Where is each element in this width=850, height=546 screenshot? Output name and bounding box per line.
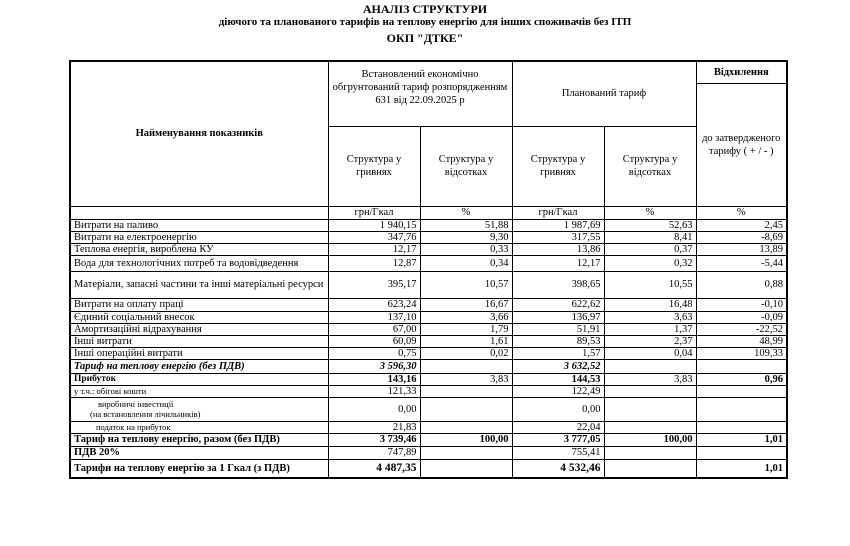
value-cell: 3 739,46 [328, 433, 420, 446]
row-label: Тариф на теплову енергію, разом (без ПДВ) [70, 433, 328, 446]
value-cell: 1,57 [512, 347, 604, 359]
value-cell: 0,32 [604, 255, 696, 271]
empty-cell [696, 359, 787, 373]
empty-cell [696, 385, 787, 397]
unit-pct: % [420, 206, 512, 219]
row-label-line: (на встановлення лічильників) [90, 409, 201, 419]
row-label: Витрати на оплату праці [70, 298, 328, 311]
empty-cell [696, 397, 787, 421]
value-cell: 67,00 [328, 323, 420, 335]
value-cell: 51,91 [512, 323, 604, 335]
row-label: Амортизаційні відрахування [70, 323, 328, 335]
value-cell: 0,88 [696, 271, 787, 298]
value-cell: 144,53 [512, 373, 604, 385]
value-cell: 1,01 [696, 459, 787, 478]
value-cell: 1,79 [420, 323, 512, 335]
value-cell: 10,57 [420, 271, 512, 298]
empty-cell [604, 459, 696, 478]
empty-cell [420, 421, 512, 433]
value-cell: -8,69 [696, 231, 787, 243]
value-cell: 12,17 [512, 255, 604, 271]
table-row [70, 335, 787, 347]
value-cell: 52,63 [604, 219, 696, 231]
unit-uah: грн/Гкал [328, 206, 420, 219]
header-indicator-name: Найменування показників [70, 61, 328, 206]
value-cell: 137,10 [328, 311, 420, 323]
value-cell: 16,67 [420, 298, 512, 311]
value-cell: 395,17 [328, 271, 420, 298]
document-title: АНАЛІЗ СТРУКТУРИ [362, 2, 488, 16]
value-cell: 100,00 [420, 433, 512, 446]
row-label: Теплова енергія, вироблена КУ [70, 243, 328, 255]
company-name: ОКП "ДТКЕ" [386, 31, 464, 45]
value-cell: 21,83 [328, 421, 420, 433]
header-established-tariff: Встановлений економічно обгрунтований тариф розпорядженням 631 від 22.09.2025 р [328, 61, 512, 126]
value-cell: 143,16 [328, 373, 420, 385]
table-row-tariff-total [70, 433, 787, 446]
value-cell: 1 987,69 [512, 219, 604, 231]
value-cell: 89,53 [512, 335, 604, 347]
value-cell: -0,09 [696, 311, 787, 323]
value-cell: 10,55 [604, 271, 696, 298]
row-label: Витрати на електроенергію [70, 231, 328, 243]
value-cell: 0,96 [696, 373, 787, 385]
table-row-profit [70, 373, 787, 385]
table-row [70, 311, 787, 323]
value-cell: 1 940,15 [328, 219, 420, 231]
table-row [70, 397, 787, 421]
header-planned-pct: Структура у відсотках [604, 126, 696, 206]
table-row [70, 347, 787, 359]
value-cell: 0,34 [420, 255, 512, 271]
empty-cell [420, 385, 512, 397]
row-label: ПДВ 20% [70, 446, 328, 459]
value-cell: 622,62 [512, 298, 604, 311]
document-subtitle: діючого та планованого тарифів на теплову енергію для інших споживачів без ІТП [218, 16, 632, 28]
value-cell: 1,61 [420, 335, 512, 347]
value-cell: 13,89 [696, 243, 787, 255]
empty-cell [420, 446, 512, 459]
row-label [70, 397, 328, 421]
value-cell: 122,49 [512, 385, 604, 397]
row-label: Витрати на паливо [70, 219, 328, 231]
row-label-line: виробничі інвестиції [98, 399, 174, 409]
empty-cell [696, 446, 787, 459]
table-row [70, 243, 787, 255]
row-label: Інші операційні витрати [70, 347, 328, 359]
value-cell: 3 596,30 [328, 359, 420, 373]
value-cell: 0,37 [604, 243, 696, 255]
value-cell: 3,83 [604, 373, 696, 385]
value-cell: 747,89 [328, 446, 420, 459]
row-label: Прибуток [70, 373, 328, 385]
value-cell: 100,00 [604, 433, 696, 446]
empty-cell [604, 397, 696, 421]
unit-pct: % [604, 206, 696, 219]
value-cell: -22,52 [696, 323, 787, 335]
table-row [70, 271, 787, 298]
value-cell: 109,33 [696, 347, 787, 359]
tariff-structure-table [69, 60, 788, 479]
row-label: Інші витрати [70, 335, 328, 347]
empty-cell [604, 385, 696, 397]
value-cell: 3,63 [604, 311, 696, 323]
table-row [70, 298, 787, 311]
row-label: Єдиний соціальний внесок [70, 311, 328, 323]
empty-cell [604, 446, 696, 459]
row-label: у т.ч.: обігові кошти [70, 385, 328, 397]
header-deviation: Відхилення [696, 61, 787, 83]
value-cell: 121,33 [328, 385, 420, 397]
value-cell: 0,00 [328, 397, 420, 421]
value-cell: 4 487,35 [328, 459, 420, 478]
empty-cell [420, 459, 512, 478]
value-cell: 60,09 [328, 335, 420, 347]
unit-row-empty [70, 206, 328, 219]
header-established-uah: Структура у гривнях [328, 126, 420, 206]
value-cell: 13,86 [512, 243, 604, 255]
value-cell: 16,48 [604, 298, 696, 311]
header-planned-tariff: Планований тариф [512, 61, 696, 126]
value-cell: 317,55 [512, 231, 604, 243]
row-label: Тарифи на теплову енергію за 1 Гкал (з ПДВ) [70, 459, 328, 478]
value-cell: 1,37 [604, 323, 696, 335]
empty-cell [604, 421, 696, 433]
value-cell: 2,37 [604, 335, 696, 347]
empty-cell [604, 359, 696, 373]
row-label: податок на прибуток [70, 421, 328, 433]
value-cell: 3,83 [420, 373, 512, 385]
value-cell: 3,66 [420, 311, 512, 323]
value-cell: 0,02 [420, 347, 512, 359]
value-cell: 22,04 [512, 421, 604, 433]
table-row [70, 421, 787, 433]
value-cell: 48,99 [696, 335, 787, 347]
table-row [70, 323, 787, 335]
empty-cell [420, 359, 512, 373]
table-row [70, 385, 787, 397]
value-cell: 136,97 [512, 311, 604, 323]
value-cell: 9,30 [420, 231, 512, 243]
value-cell: 51,88 [420, 219, 512, 231]
table-row-vat [70, 446, 787, 459]
unit-uah: грн/Гкал [512, 206, 604, 219]
value-cell: 1,01 [696, 433, 787, 446]
value-cell: -0,10 [696, 298, 787, 311]
empty-cell [696, 421, 787, 433]
value-cell: 755,41 [512, 446, 604, 459]
value-cell: 0,75 [328, 347, 420, 359]
table-row-tariff-with-vat [70, 459, 787, 478]
table-row [70, 255, 787, 271]
table-row [70, 231, 787, 243]
value-cell: 3 632,52 [512, 359, 604, 373]
value-cell: 2,45 [696, 219, 787, 231]
value-cell: 347,76 [328, 231, 420, 243]
unit-pct: % [696, 206, 787, 219]
value-cell: 4 532,46 [512, 459, 604, 478]
header-established-pct: Структура у відсотках [420, 126, 512, 206]
value-cell: 0,33 [420, 243, 512, 255]
empty-cell [420, 397, 512, 421]
value-cell: 398,65 [512, 271, 604, 298]
value-cell: 623,24 [328, 298, 420, 311]
header-planned-uah: Структура у гривнях [512, 126, 604, 206]
header-deviation-sub: до затвердженого тарифу ( + / - ) [696, 83, 787, 206]
value-cell: 0,00 [512, 397, 604, 421]
value-cell: 0,04 [604, 347, 696, 359]
value-cell: 12,87 [328, 255, 420, 271]
row-label: Вода для технологічних потреб та водовідведення [70, 255, 328, 271]
row-label: Тариф на теплову енергію (без ПДВ) [70, 359, 328, 373]
table-row-tariff-no-vat [70, 359, 787, 373]
table-row [70, 219, 787, 231]
value-cell: 12,17 [328, 243, 420, 255]
row-label: Матеріали, запасні частини та інші матеріальні ресурси [70, 271, 328, 298]
value-cell: 8,41 [604, 231, 696, 243]
value-cell: 3 777,05 [512, 433, 604, 446]
value-cell: -5,44 [696, 255, 787, 271]
